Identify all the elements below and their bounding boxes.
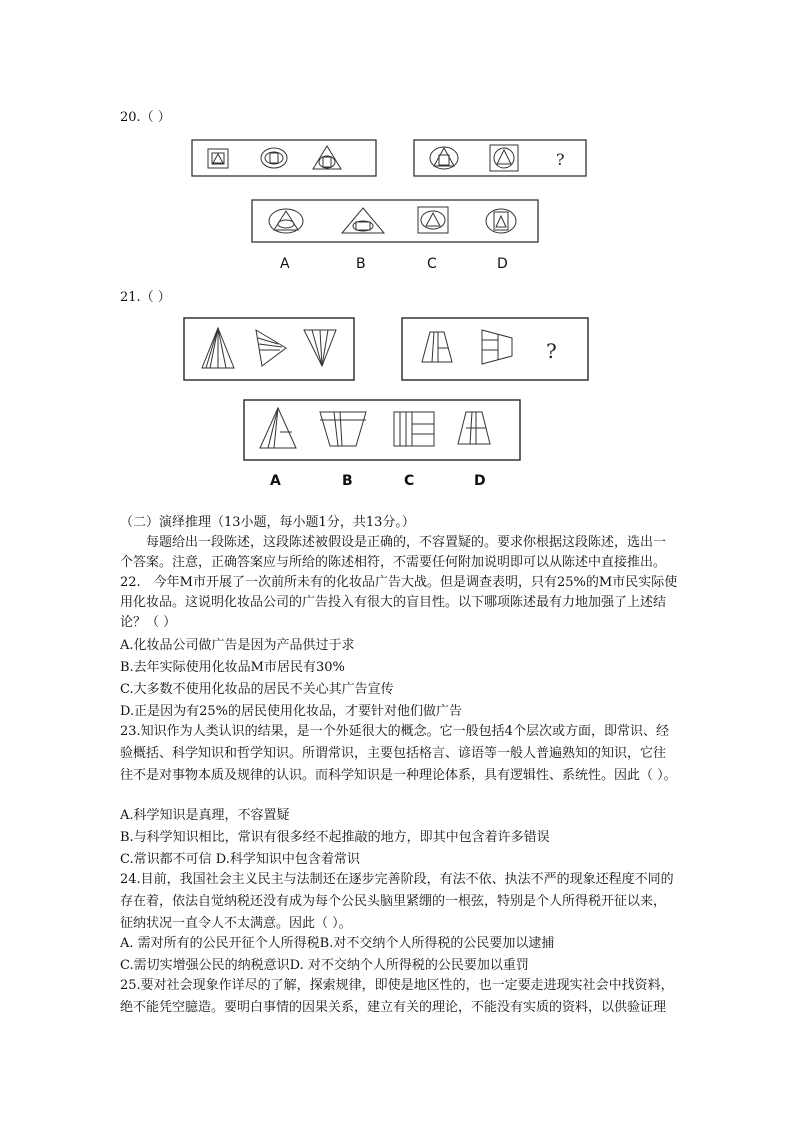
q21-options-box (244, 400, 520, 460)
q21-option-a-fig (260, 408, 296, 448)
q23-option-b: B.与科学知识相比，常识有很多经不起推敲的地方，即其中包含着许多错误 (120, 830, 550, 845)
q24-option-ab: A. 需对所有的公民开征个人所得税B.对不交纳个人所得税的公民要加以逮捕 (120, 936, 555, 951)
q21-fig5 (482, 330, 512, 364)
q20-option-c: C (427, 256, 437, 272)
q24-stem: 征纳状况一直令人不太满意。因此（ ）。 (120, 916, 352, 931)
q25-stem: 绝不能凭空臆造。要明白事情的因果关系，建立有关的理论，不能没有实质的资料，以供验证理 (120, 1000, 667, 1015)
q20-options-box (252, 200, 538, 242)
q22-option-c: C.大多数不使用化妆品的居民不关心其广告宣传 (120, 682, 394, 697)
q21-number: 21.（ ） (120, 290, 171, 305)
q23-stem: 验概括、科学知识和哲学知识。所谓常识，主要包括格言、谚语等一般人普遍熟知的知识，它往 (120, 746, 667, 761)
q20-option-b-fig (342, 208, 384, 233)
q21-fig4 (422, 332, 452, 362)
q23-stem: 23.知识作为人类认识的结果，是一个外延很大的概念。它一般包括4个层次或方面，即常识、经 (120, 724, 669, 739)
instructions-line: 个答案。注意，正确答案应与所给的陈述相符，不需要任何附加说明即可以从陈述中直接推出。 (120, 555, 667, 570)
q20-option-a-fig (269, 209, 303, 233)
q22-option-d: D.正是因为有25%的居民使用化妆品，才要针对他们做广告 (120, 704, 462, 719)
q22-option-a: A.化妆品公司做广告是因为产品供过于求 (120, 638, 355, 653)
q24-stem: 24.目前，我国社会主义民主与法制还在逐步完善阶段，有法不依、执法不严的现象还程度不同的 (120, 872, 674, 887)
q20-option-c-fig (418, 207, 448, 233)
q20-option-d: D (497, 256, 508, 272)
q23-stem: 往不是对事物本质及规律的认识。而科学知识是一种理论体系，具有逻辑性、系统性。因此（ ）。 (120, 768, 677, 783)
q20-series-box-1 (192, 140, 376, 176)
q21-fig3 (304, 330, 336, 366)
q22-option-b: B.去年实际使用化妆品M市居民有30% (120, 660, 345, 675)
q22-stem: 22. 今年M市开展了一次前所未有的化妆品广告大战。但是调查表明，只有25%的M市民实际使 (120, 575, 678, 590)
q20-option-b: B (356, 256, 366, 272)
q21-question-mark: ? (546, 339, 557, 363)
section-heading: （二）演绎推理（13小题，每小题1分，共13分。） (120, 515, 415, 530)
q21-figure (182, 316, 592, 464)
q23-option-cd: C.常识都不可信 D.科学知识中包含着常识 (120, 852, 360, 867)
q25-stem: 25.要对社会现象作详尽的了解，探索规律，即使是地区性的，也一定要走进现实社会中找资料， (120, 978, 674, 993)
q24-option-cd: C.需切实增强公民的纳税意识D. 对不交纳个人所得税的公民要加以重罚 (120, 958, 529, 973)
q21-option-b-fig (320, 412, 366, 446)
q21-series-box-2 (402, 318, 588, 380)
q20-figure (190, 138, 590, 250)
q21-option-b: B (342, 473, 353, 489)
q20-fig3 (313, 146, 341, 169)
q20-option-d-fig (486, 209, 516, 233)
q20-question-mark: ? (556, 150, 565, 169)
instructions-line: 每题给出一段陈述，这段陈述被假设是正确的，不容置疑的。要求你根据这段陈述，选出一 (120, 535, 667, 550)
q21-option-c: C (404, 473, 415, 489)
q21-fig2 (256, 330, 286, 366)
q21-option-a: A (270, 473, 281, 489)
q23-option-a: A.科学知识是真理，不容置疑 (120, 808, 290, 823)
q20-number: 20.（ ） (120, 110, 171, 125)
q22-stem: 论？（ ） (120, 615, 177, 630)
q20-option-a: A (280, 256, 290, 272)
q24-stem: 存在着，依法自觉纳税还没有成为每个公民头脑里紧绷的一根弦，特别是个人所得税开征以来， (120, 894, 667, 909)
q20-fig5 (490, 145, 518, 171)
q20-fig2 (261, 148, 287, 168)
q20-fig4 (430, 147, 458, 169)
q20-fig1 (208, 149, 228, 168)
q21-option-d-fig (458, 412, 490, 444)
q21-option-c-fig (394, 412, 434, 446)
q21-fig1 (202, 328, 234, 368)
q21-option-d: D (474, 473, 486, 489)
q22-stem: 用化妆品。这说明化妆品公司的广告投入有很大的盲目性。以下哪项陈述最有力地加强了上述结 (120, 595, 667, 610)
